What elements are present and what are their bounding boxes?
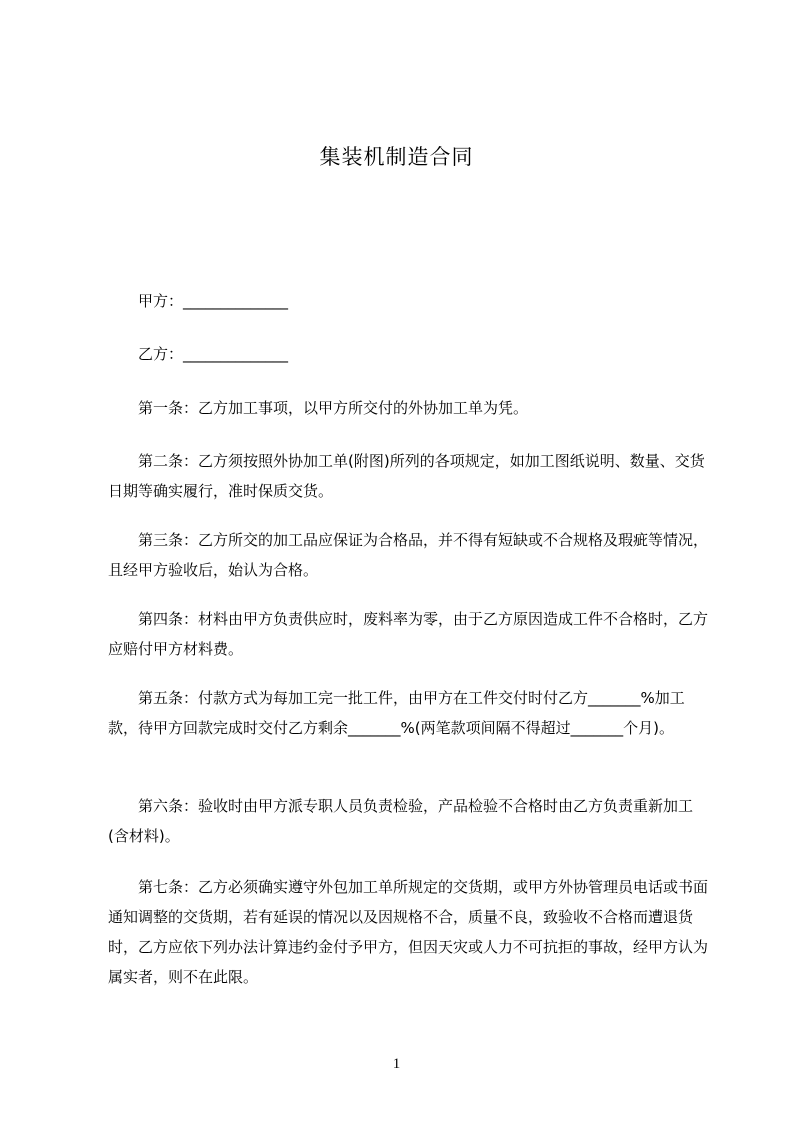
page-number: 1 <box>392 1056 401 1072</box>
article-4: 第四条：材料由甲方负责供应时，废料率为零，由于乙方原因造成工件不合格时，乙方应赔付甲方材料费。 <box>108 610 709 658</box>
article-2: 第二条：乙方须按照外协加工单(附图)所列的各项规定，如加工图纸说明、数量、交货日期等确实履行，准时保质交货。 <box>108 452 705 500</box>
article-5: 第五条：付款方式为每加工完一批工件，由甲方在工件交付时付乙方_______%加工款，待甲方回款完成时交付乙方剩余_______%(两笔款项间隔不得超过_______个月)。 <box>108 689 685 737</box>
article-1: 第一条：乙方加工事项，以甲方所交付的外协加工单为凭。 <box>138 399 529 417</box>
article-7: 第七条：乙方必须确实遵守外包加工单所规定的交货期，或甲方外协管理员电话或书面通知调整的交货期，若有延误的情况以及因规格不合，质量不良，致验收不合格而遭退货时，乙方应依下列办法计算违约金付予甲方，但因天灾或人力不可抗拒的事故，经甲方认为属实者，则不在此限。 <box>108 878 709 986</box>
party-a-line: 甲方：______________ <box>138 292 289 310</box>
article-3: 第三条：乙方所交的加工品应保证为合格品，并不得有短缺或不合规格及瑕疵等情况，且经甲方验收后，始认为合格。 <box>108 531 709 579</box>
party-b-line: 乙方：______________ <box>138 345 289 363</box>
article-6: 第六条：验收时由甲方派专职人员负责检验，产品检验不合格时由乙方负责重新加工(含材料)。 <box>108 797 694 845</box>
contract-title: 集装机制造合同 <box>319 145 474 169</box>
